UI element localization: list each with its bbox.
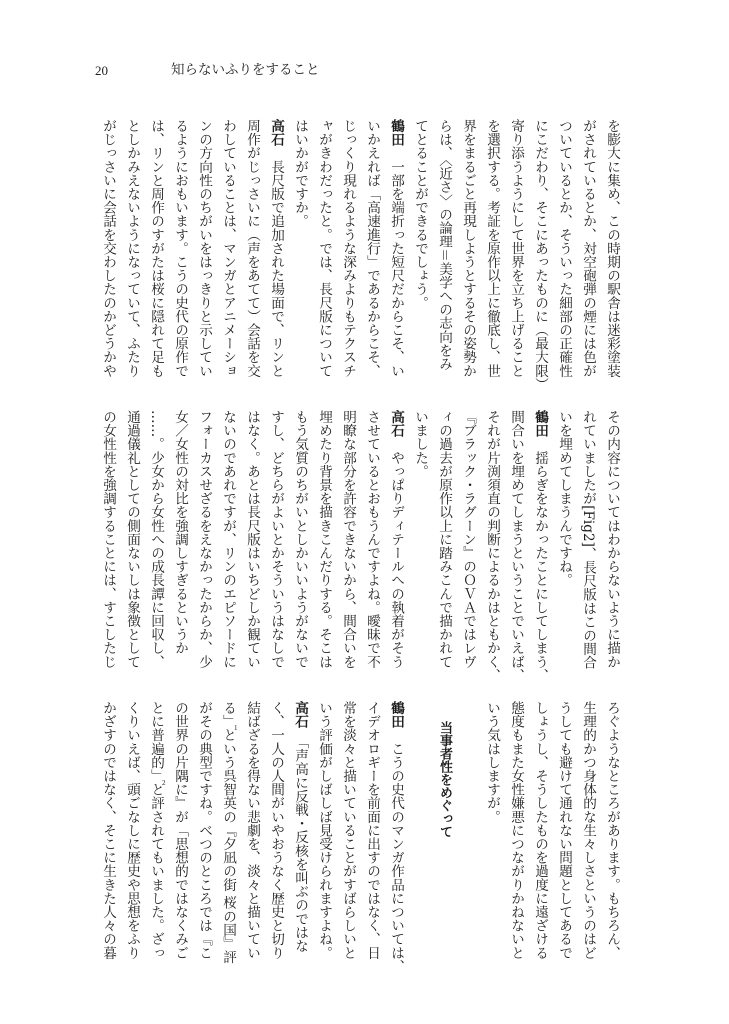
text-column	[576, 119, 600, 378]
column-text: いを埋めてしまうんですね。	[556, 410, 572, 587]
text-column	[408, 410, 432, 669]
text-column	[192, 701, 216, 960]
text-column	[120, 119, 144, 378]
text-column-speaker	[384, 119, 408, 378]
text-column	[456, 119, 480, 378]
text-column	[504, 701, 528, 960]
text-column	[360, 119, 384, 378]
speaker-name: 鶴田	[388, 701, 404, 729]
footnote-number: 1	[234, 724, 238, 733]
column-text: いう気はしますが。	[484, 701, 500, 824]
column-text: ろぐようなところがあります。もちろん、	[604, 701, 620, 960]
text-column	[456, 410, 480, 669]
text-column	[192, 119, 216, 378]
column-text: という呉智英の『夕凪の街 桜の国』評	[220, 728, 236, 964]
column-text: 結ばざるを得ない悲劇を、淡々と描いてい	[244, 701, 260, 960]
column-text: 『ブラック・ラグーン』のＯＶＡではレヴ	[460, 410, 476, 669]
speaker-name: 高石	[268, 119, 284, 147]
column-text: がその典型ですね。べつのところでは『こ	[196, 701, 212, 960]
text-column	[360, 701, 384, 960]
text-column	[480, 119, 504, 378]
column-text: いかえれば「高速進行」であるからこそ、	[364, 119, 380, 378]
column-text: 態度もまた女性嫌悪につながりかねないと	[508, 701, 524, 960]
column-text: くりいえば、頭ごなしに歴史や思想をふり	[124, 701, 140, 960]
text-column	[216, 119, 240, 378]
column-text: ンの方向性のちがいをはっきりと示してい	[196, 119, 212, 378]
speaker-name: 鶴田	[388, 119, 404, 147]
text-column	[528, 119, 552, 391]
text-column	[192, 410, 216, 669]
text-column	[240, 119, 264, 378]
text-column-speaker	[384, 701, 408, 974]
text-column	[144, 410, 168, 669]
text-column	[432, 410, 456, 669]
section-heading: 当事者性をめぐって	[437, 721, 452, 838]
text-column-speaker	[528, 410, 552, 683]
column-text: 長尺版で追加された場面で、リンと	[268, 146, 284, 378]
column-text: じっくり現れるような深みよりもテクスチ	[340, 119, 356, 378]
column-text: 埋めたり背景を描きこんだりする。そこは	[316, 410, 332, 669]
column-text: とに普遍的」	[148, 701, 164, 783]
column-text: 女／女性の対比を強調しすぎるというか	[172, 410, 188, 655]
column-text: れていましたが[Fig2]、長尺版はこの間合	[580, 410, 596, 670]
column-text: と評されてもいました。ざっ	[148, 782, 164, 960]
text-column	[96, 701, 120, 960]
column-text: 寄り添うようにして世界を立ち上げること	[508, 119, 524, 378]
text-column	[264, 410, 288, 669]
text-column	[144, 119, 168, 378]
column-text: いました。	[412, 410, 428, 478]
text-column	[120, 701, 144, 960]
column-text: 通過儀礼としての側面ないしは象徴として	[124, 410, 140, 669]
text-column	[480, 410, 504, 682]
column-text: はいかがですか。	[292, 119, 308, 228]
column-text: 揺らぎをなかったことにしてしまう、	[532, 437, 548, 683]
text-column	[216, 410, 240, 669]
column-text: の世界の片隅に』が「思想的ではなくみご	[172, 701, 188, 960]
column-text: 間合いを埋めてしまうということでいえば、	[508, 410, 524, 682]
text-column	[600, 410, 624, 669]
column-text: 周作がじっさいに（声をあてて）会話を交	[244, 119, 260, 378]
text-tier-top	[96, 119, 624, 391]
text-column	[168, 410, 192, 669]
column-text: イデオロギーを前面に出すのではなく、日	[364, 701, 380, 960]
text-tier-bottom	[96, 701, 624, 974]
column-text: るようにおもいます。こうの史代の原作で	[172, 119, 188, 378]
column-text: ャがきわだったと。では、長尺版について	[316, 119, 332, 378]
text-column	[264, 701, 288, 960]
section-heading-block	[408, 701, 480, 960]
column-text: もう気質のちがいとしかいいようがないで	[292, 410, 308, 669]
text-column-with-note	[216, 701, 240, 964]
page-number: 20	[95, 63, 108, 78]
column-text: 明瞭な部分を許容できないから、間合いを	[340, 410, 356, 669]
column-text: を選択する。考証を原作以上に徹底し、世	[484, 119, 500, 378]
column-text: 界をまるごと再現しようとするその姿勢か	[460, 119, 476, 378]
column-text: ついているとか、そういった細部の正確性	[556, 119, 572, 378]
column-text: 生理的かつ身体的な生々しさというのはど	[580, 701, 596, 960]
text-column	[576, 701, 600, 960]
text-tier-middle	[96, 410, 624, 683]
text-column	[312, 701, 336, 960]
text-column	[312, 410, 336, 669]
column-text: わしていることは、マンガとアニメーショ	[220, 119, 236, 378]
column-text: させているとおもうんですよね。曖昧で不	[364, 410, 380, 669]
column-text: の女性性を強調することには、すこしたじ	[100, 410, 116, 669]
speaker-name: 鶴田	[532, 410, 548, 438]
text-column	[552, 410, 576, 669]
text-column	[576, 410, 600, 669]
column-text: てとることができるでしょう。	[412, 119, 428, 310]
column-text: やっぱりディテールへの執着がそう	[388, 437, 404, 669]
column-text: にこだわり、そこにあったものに（最大限）	[532, 119, 548, 391]
text-column-speaker	[264, 119, 288, 378]
column-text: く、一人の人間がいやおうなく歴史と切り	[268, 701, 284, 960]
column-text: 常を淡々と描いていることがすばらしいと	[340, 701, 356, 960]
column-text: いう評価がしばしば見受けられますよね。	[316, 701, 332, 960]
text-column	[552, 119, 576, 378]
column-text: その内容についてはわからないように描か	[604, 410, 620, 669]
column-text: うしても避けて通れない問題としてあるで	[556, 701, 572, 960]
speaker-name: 高石	[292, 701, 308, 729]
column-text: ィの過去が原作以上に踏みこんで描かれて	[436, 410, 452, 669]
text-column-speaker	[288, 701, 312, 960]
column-text: らは、〈近さ〉の論理＝美学への志向をみ	[436, 119, 452, 371]
column-text: すし、どちらがよいとかそういうはなしで	[268, 410, 284, 669]
column-text: かざすのではなく、そこに生きた人々の暮	[100, 701, 116, 960]
text-column	[336, 119, 360, 378]
footnote-number: 2	[162, 778, 166, 787]
column-text: 一部を端折った短尺だからこそ、い	[388, 146, 404, 378]
column-text: ないのであれですが、リンのエピソードに	[220, 410, 236, 669]
text-column	[408, 119, 432, 378]
text-column	[240, 701, 264, 960]
column-text: はなく。あとは長尺版はいちどしか観てい	[244, 410, 260, 669]
text-column	[528, 701, 552, 960]
column-text: としかみえないようになっていて、ふたり	[124, 119, 140, 378]
text-column	[504, 410, 528, 682]
text-column	[360, 410, 384, 669]
text-column	[120, 410, 144, 669]
text-column	[600, 119, 624, 378]
column-text: がされているとか、対空砲弾の煙には色が	[580, 119, 596, 378]
text-column	[600, 701, 624, 960]
column-text: こうの史代のマンガ作品については、	[388, 728, 404, 974]
text-column	[96, 119, 120, 378]
speaker-name: 高石	[388, 410, 404, 438]
column-text: を膨大に集め、この時期の駅舎は迷彩塗装	[604, 119, 620, 378]
text-column	[168, 119, 192, 378]
column-text: は、リンと周作のすがたは桜に隠れて足も	[148, 119, 164, 378]
column-text: がじっさいに会話を交わしたのかどうかや	[100, 119, 116, 378]
column-text: それが片渕須直の判断によるかはともかく、	[484, 410, 500, 682]
text-column	[312, 119, 336, 378]
text-column	[504, 119, 528, 378]
text-column	[336, 701, 360, 960]
column-text: ……。少女から女性への成長譚に回収し、	[148, 410, 164, 669]
text-column	[480, 701, 504, 960]
running-title: 知らないふりをすること	[171, 62, 320, 78]
text-column	[96, 410, 120, 669]
text-column	[288, 119, 312, 378]
text-column	[432, 119, 456, 378]
text-column	[168, 701, 192, 960]
column-text: 「声高に反戦・反核を叫ぶのではな	[292, 728, 308, 953]
text-column-speaker	[384, 410, 408, 669]
text-column	[240, 410, 264, 669]
column-text: しょうし、そうしたものを過度に遠ざける	[532, 701, 548, 960]
text-column	[288, 410, 312, 669]
text-column	[336, 410, 360, 669]
text-column-with-note	[144, 701, 168, 960]
column-text: る」	[220, 701, 236, 729]
column-text: フォーカスせざるをえなかったからか、少	[196, 410, 212, 669]
text-column	[552, 701, 576, 960]
